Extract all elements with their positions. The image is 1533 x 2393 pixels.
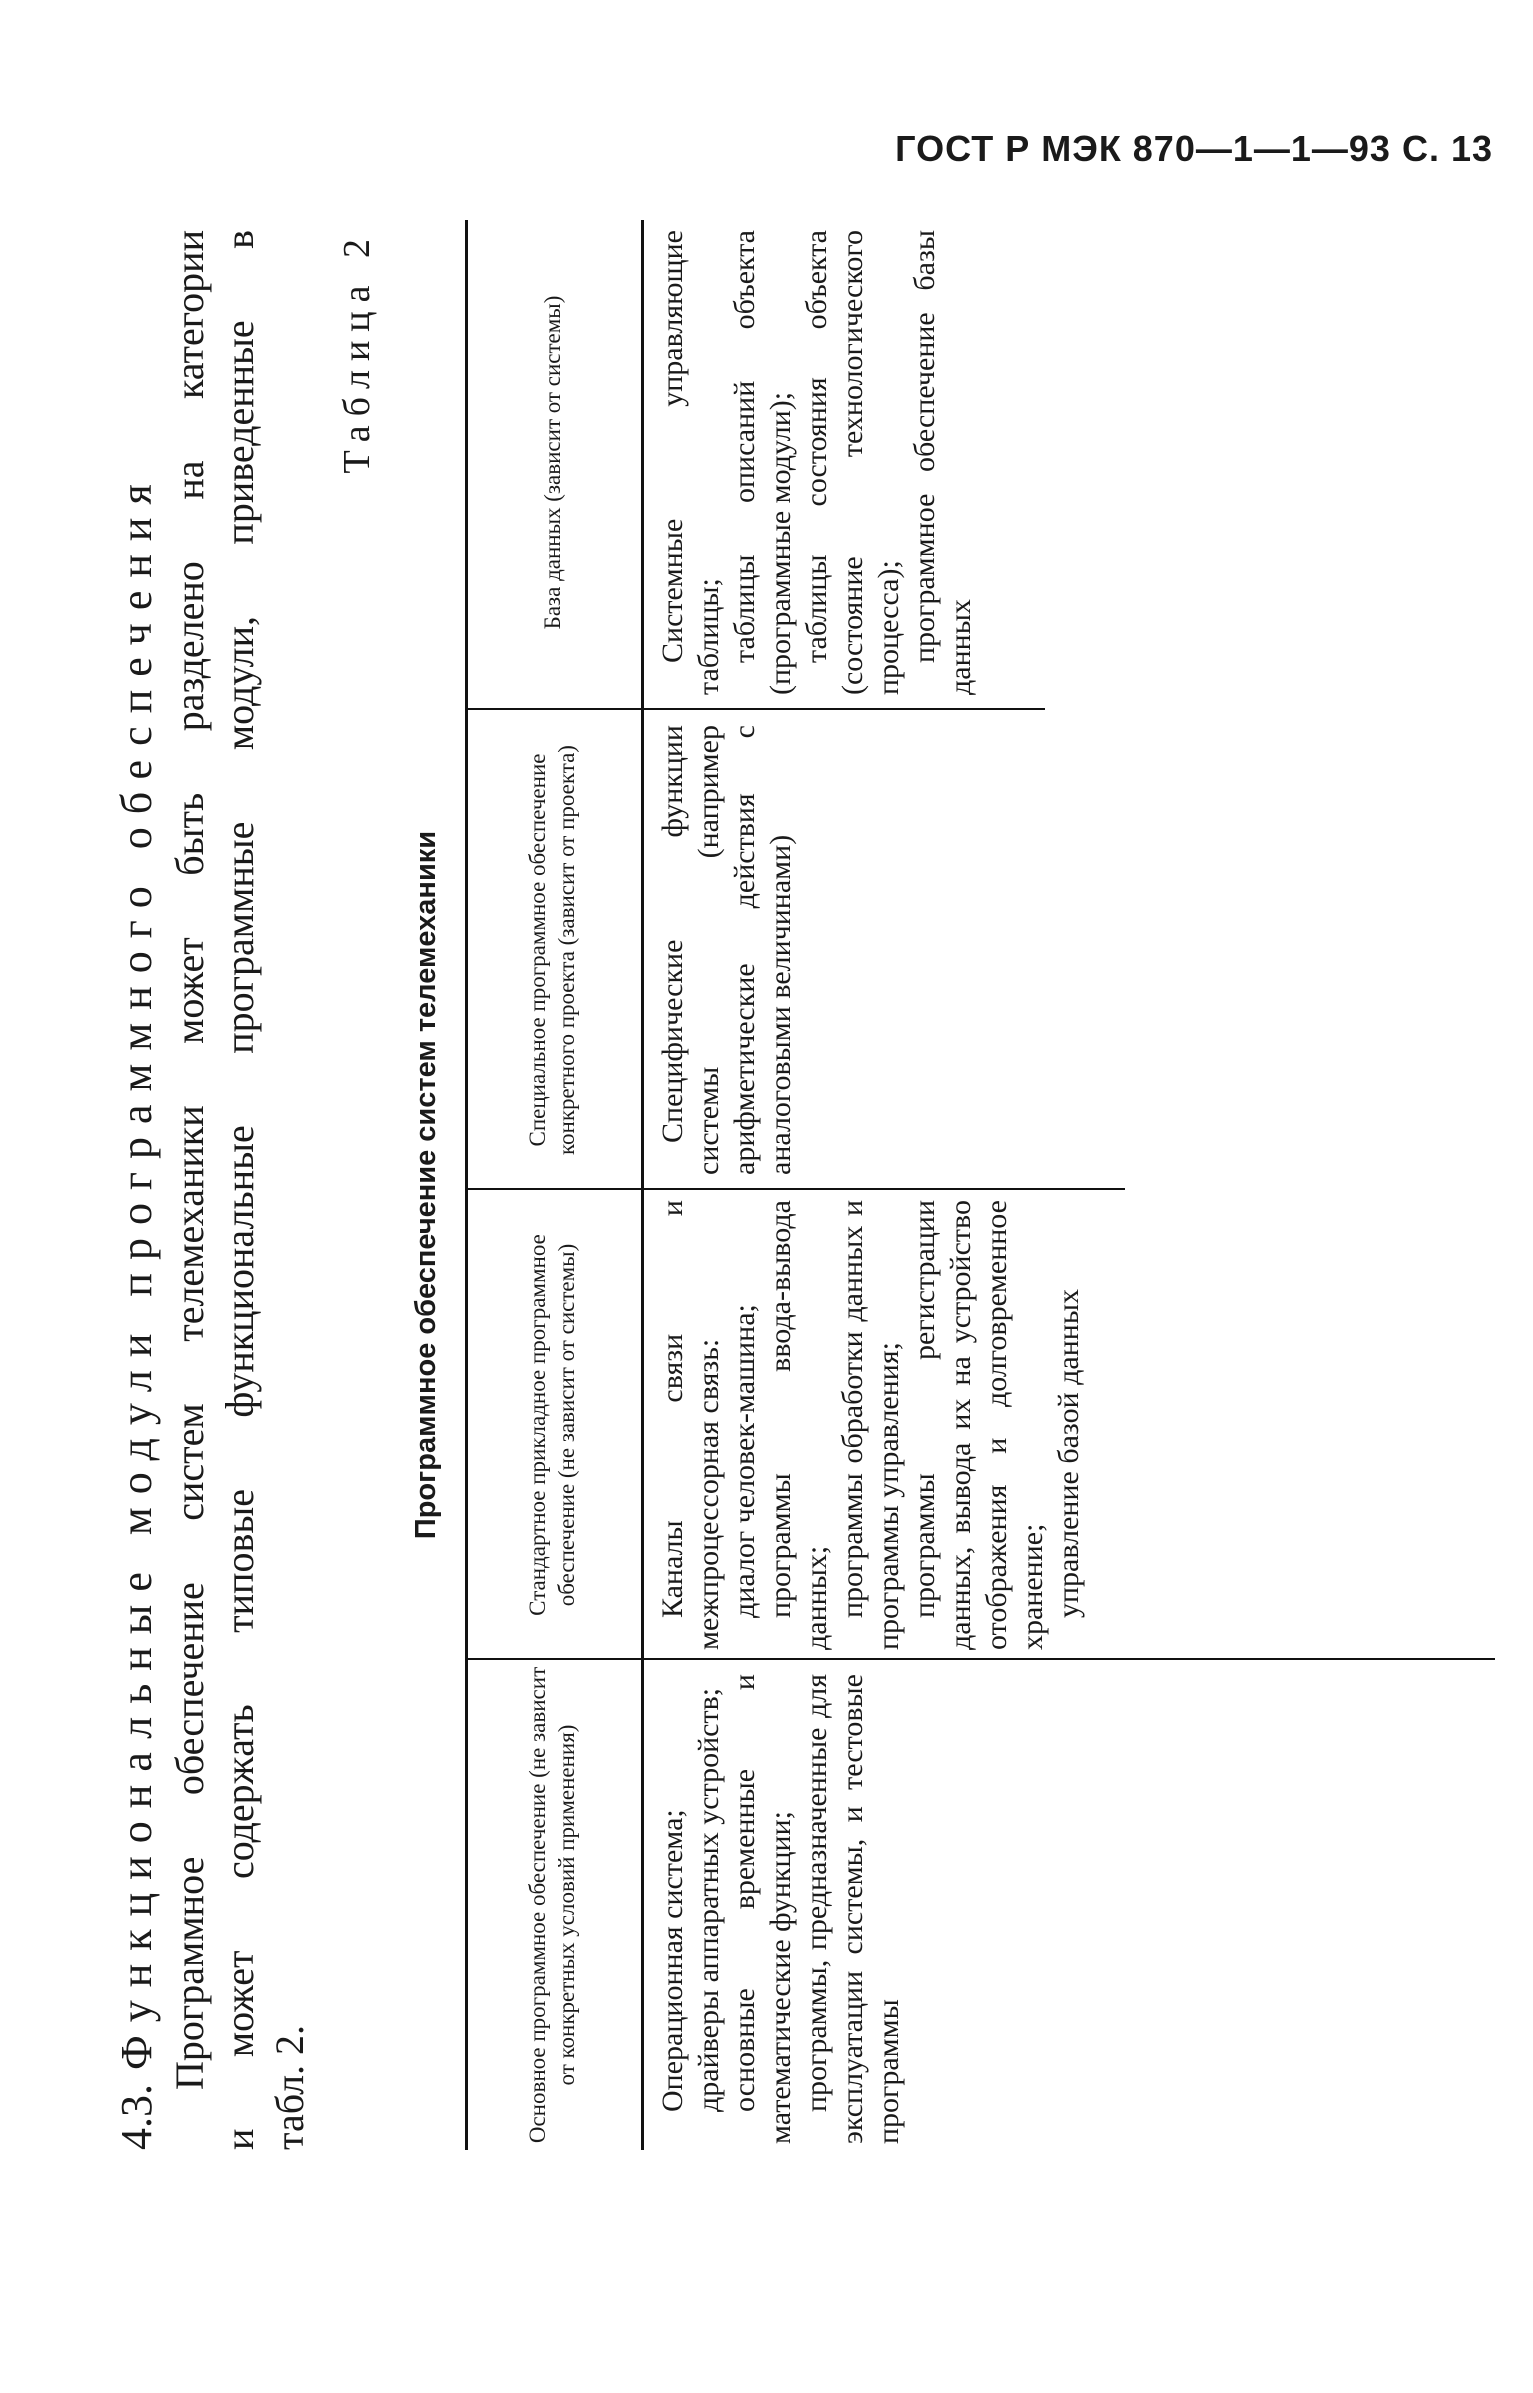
section-number: 4.3. <box>112 2084 161 2150</box>
section-heading <box>110 220 164 2150</box>
rotated-page-content <box>110 220 1500 2150</box>
cell-text-line: программы ввода-вывода данных; <box>764 1200 833 1650</box>
table-cell-basic-software <box>655 1674 907 2144</box>
cell-text-line: драйверы аппаратных устройств; <box>692 1687 725 2112</box>
table-header-rule <box>641 220 644 2150</box>
table-cell-database <box>655 230 979 695</box>
cell-text-line: Операционная система; <box>656 1809 689 2112</box>
column-divider <box>465 708 1045 710</box>
cell-text-line: Системные управляющие таблицы; <box>656 230 725 695</box>
table-cell-standard-software <box>655 1200 1087 1650</box>
cell-text-line: программное обеспечение базы данных <box>908 230 977 695</box>
paragraph-line-1: Программное обеспечение систем телемеханики может быть разделено на категории <box>167 230 212 2090</box>
column-header: Стандартное прикладное программное обеспечение (не зависит от системы) <box>525 1234 579 1616</box>
cell-text-line: программы регистрации данных, вывода их на устройство отображения и долговременное хранение; <box>908 1200 1049 1650</box>
table-title: Программное обеспечение систем телемеханики <box>410 830 442 1540</box>
cell-text-line: Каналы связи и межпроцессорная связь: <box>656 1200 725 1650</box>
column-header: База данных (зависит от системы) <box>539 295 565 630</box>
column-divider <box>465 1658 1495 1660</box>
table-caption: Таблица 2 <box>336 230 378 474</box>
cell-text-line: основные временные и математические функции; <box>728 1674 797 2144</box>
column-header: Специальное программное обеспечение конкретного проекта (зависит от проекта) <box>525 745 579 1155</box>
cell-text-line: программы, предназначенные для эксплуатации системы, и тестовые программы <box>800 1674 905 2144</box>
paragraph-line-2: и может содержать типовые функциональные программные модули, приведенные в <box>217 230 262 2150</box>
column-header: Основное программное обеспечение (не зависит от конкретных условий применения) <box>525 1666 579 2144</box>
running-header: ГОСТ Р МЭК 870—1—1—93 С. 13 <box>895 128 1493 169</box>
cell-text-line: Специфические функции системы (например арифметические действия с аналоговыми величинами) <box>656 725 797 1175</box>
paragraph-line-3: табл. 2. <box>267 2024 312 2150</box>
table-cell-special-software <box>655 725 799 1175</box>
cell-text-line: программы обработки данных и программы управления; <box>836 1200 905 1650</box>
cell-text-line: таблицы состояния объекта (состояние технологического процесса); <box>800 230 905 695</box>
section-title: Функциональные модули программного обеспечения <box>112 471 161 2070</box>
cell-text-line: управление базой данных <box>1052 1288 1085 1618</box>
column-divider <box>465 1188 1125 1190</box>
cell-text-line: диалог человек-машина; <box>728 1304 761 1618</box>
table-top-rule <box>465 220 468 2150</box>
cell-text-line: таблицы описаний объекта (программные модули); <box>728 230 797 695</box>
